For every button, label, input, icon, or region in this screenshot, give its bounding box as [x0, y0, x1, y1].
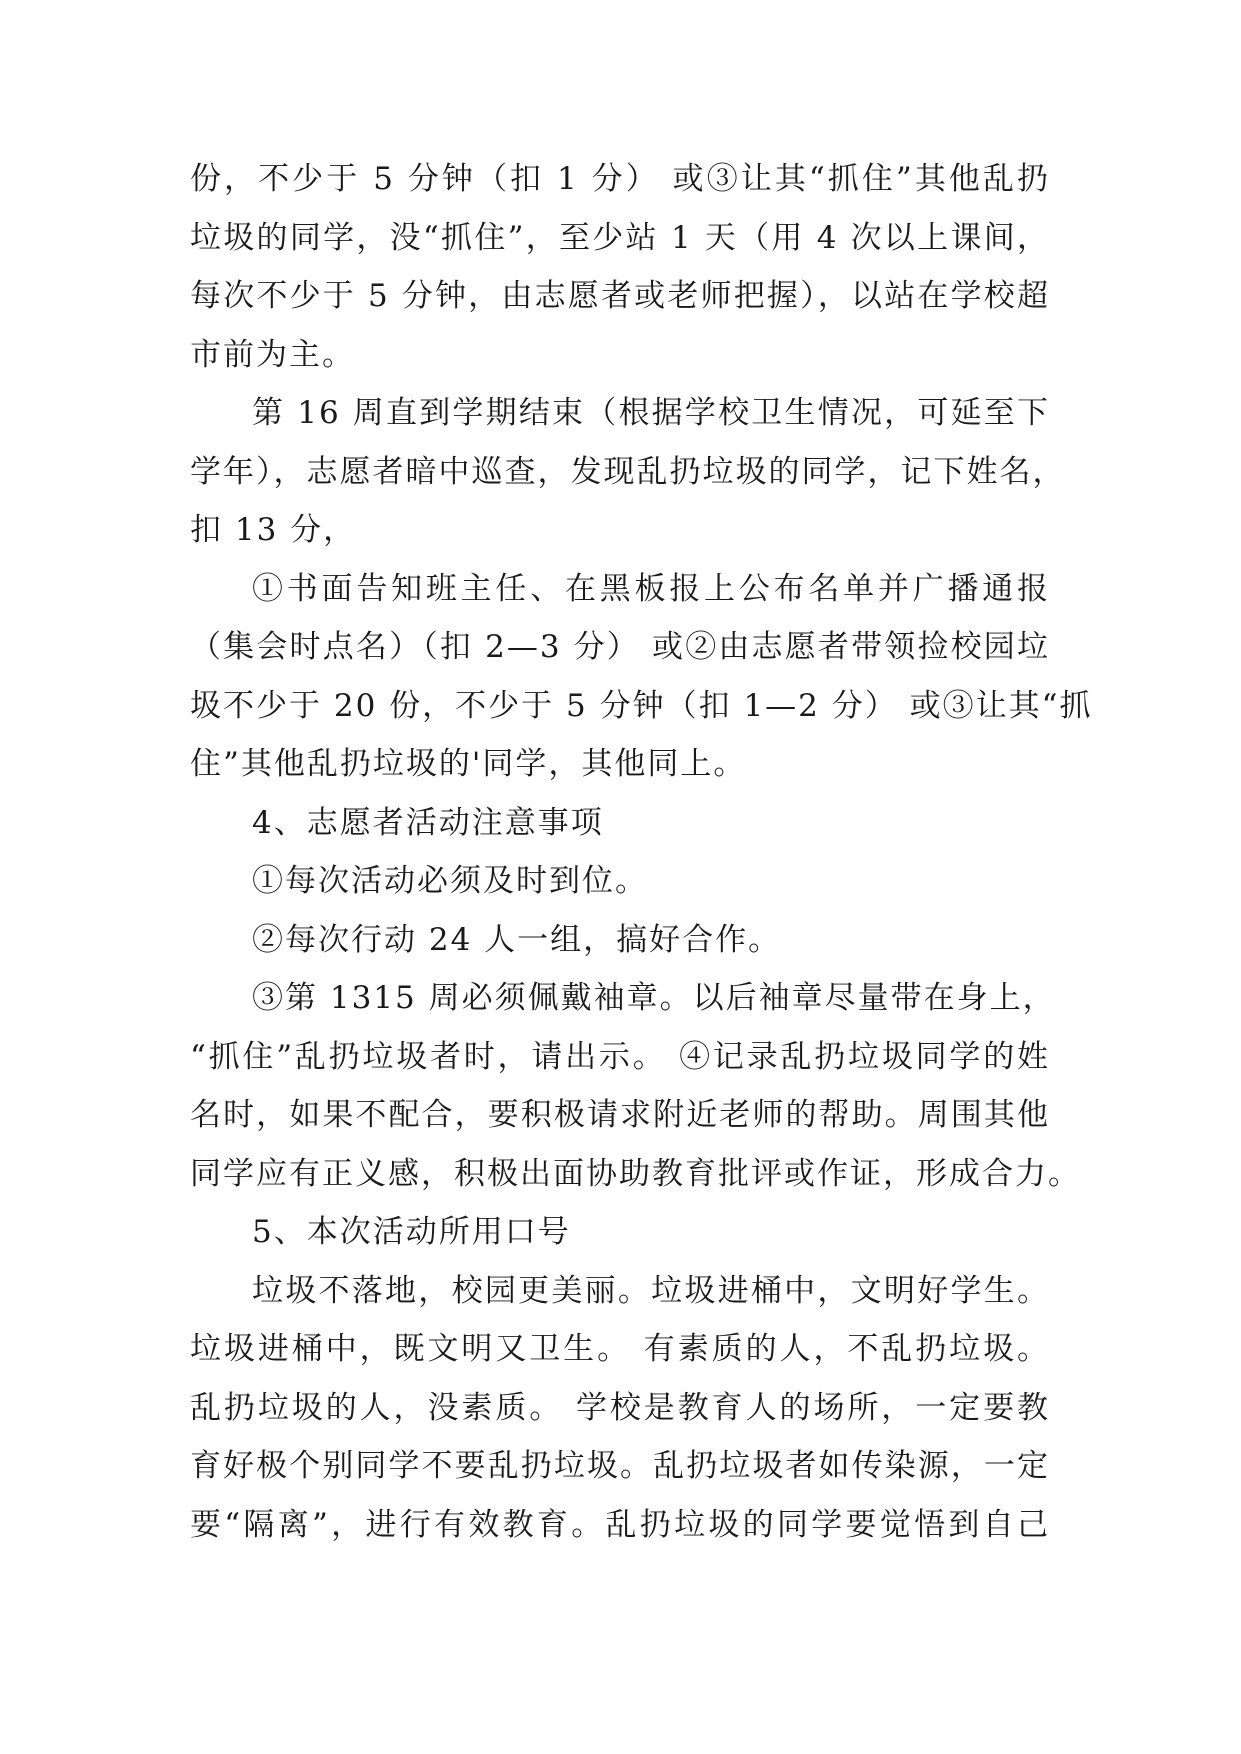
text-line: ②每次行动 24 人一组，搞好合作。 — [252, 921, 782, 958]
text-line: ①每次活动必须及时到位。 — [252, 863, 648, 899]
text-line: 育好极个别同学不要乱扔垃圾。乱扔垃圾者如传染源，一定 — [190, 1448, 1050, 1484]
text-line: 垃圾的同学，没“抓住”，至少站 1 天（用 4 次以上课间， — [190, 219, 1050, 256]
text-line: 每次不少于 5 分钟，由志愿者或老师把握），以站在学校超 — [190, 278, 1050, 314]
paragraph — [190, 969, 1081, 1203]
text-line: 5、本次活动所用口号 — [252, 1214, 571, 1250]
text-line: 乱扔垃圾的人，没素质。 学校是教育人的场所，一定要教 — [190, 1389, 1050, 1426]
paragraph — [190, 852, 1050, 911]
paragraph — [190, 384, 1066, 560]
text-line: 垃圾进桶中，既文明又卫生。 有素质的人，不乱扔垃圾。 — [190, 1331, 1050, 1367]
text-line: 圾不少于 20 份，不少于 5 分钟（扣 1—2 分） 或③让其“抓 — [190, 687, 1093, 724]
paragraph — [190, 560, 1093, 794]
text-line: 垃圾不落地，校园更美丽。垃圾进桶中，文明好学生。 — [252, 1272, 1050, 1309]
text-line: ③第 1315 周必须佩戴袖章。以后袖章尽量带在身上， — [252, 980, 1056, 1016]
text-line: 第 16 周直到学期结束（根据学校卫生情况，可延至下 — [252, 395, 1050, 431]
text-line: 住”其他乱扔垃圾的'同学，其他同上。 — [190, 746, 747, 782]
paragraph — [190, 1262, 1050, 1555]
paragraph — [190, 911, 1050, 970]
text-line: 4、志愿者活动注意事项 — [252, 804, 604, 841]
text-line: “抓住”乱扔垃圾者时，请出示。 ④记录乱扔垃圾同学的姓 — [190, 1038, 1050, 1075]
document-body — [190, 150, 1093, 1554]
text-line: 要“隔离”，进行有效教育。乱扔垃圾的同学要觉悟到自己 — [190, 1506, 1050, 1543]
paragraph — [190, 150, 1050, 384]
text-line: （集会时点名）（扣 2—3 分） 或②由志愿者带领捡校园垃 — [190, 629, 1050, 665]
paragraph — [190, 794, 1050, 853]
text-line: 份，不少于 5 分钟（扣 1 分） 或③让其“抓住”其他乱扔 — [190, 161, 1050, 197]
text-line: 同学应有正义感，积极出面协助教育批评或作证，形成合力。 — [190, 1155, 1081, 1192]
text-line: ①书面告知班主任、在黑板报上公布名单并广播通报 — [252, 570, 1050, 607]
text-line: 名时，如果不配合，要积极请求附近老师的帮助。周围其他 — [190, 1097, 1050, 1133]
paragraph — [190, 1203, 1050, 1262]
text-line: 市前为主。 — [190, 336, 355, 373]
text-line: 扣 13 分， — [190, 512, 357, 548]
text-line: 学年），志愿者暗中巡查，发现乱扔垃圾的同学，记下姓名， — [190, 453, 1066, 490]
